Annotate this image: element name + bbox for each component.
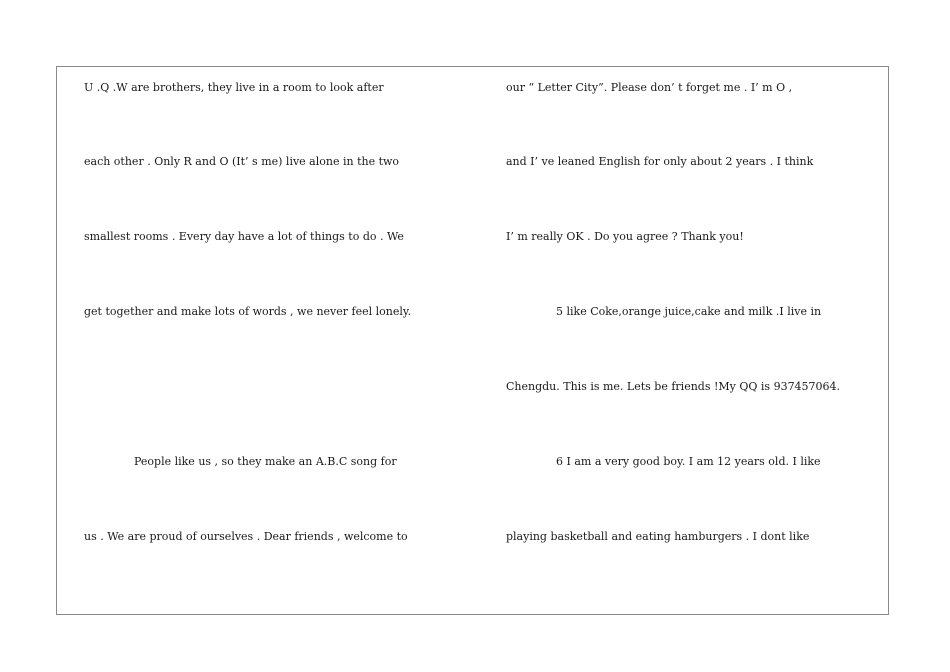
- text-line: 5 like Coke,orange juice,cake and milk .I live in: [556, 305, 822, 318]
- text-line: get together and make lots of words , we never feel lonely.: [84, 305, 412, 318]
- text-line: U .Q .W are brothers, they live in a room to look after: [84, 81, 384, 94]
- text-line: I’ m really OK . Do you agree ? Thank you!: [506, 230, 744, 243]
- text-line: our “ Letter City”. Please don’ t forget me . I’ m O ,: [506, 81, 793, 94]
- text-line: us . We are proud of ourselves . Dear friends , welcome to: [84, 530, 408, 543]
- text-line: each other . Only R and O (It’ s me) live alone in the two: [84, 155, 400, 168]
- text-line: 6 I am a very good boy. I am 12 years old. I like: [556, 455, 821, 468]
- text-line: playing basketball and eating hamburgers . I dont like: [506, 530, 810, 543]
- text-line: smallest rooms . Every day have a lot of things to do . We: [84, 230, 404, 243]
- text-line: Chengdu. This is me. Lets be friends !My QQ is 937457064.: [506, 380, 841, 393]
- text-line: and I’ ve leaned English for only about 2 years . I think: [506, 155, 814, 168]
- text-line: People like us , so they make an A.B.C song for: [134, 455, 397, 468]
